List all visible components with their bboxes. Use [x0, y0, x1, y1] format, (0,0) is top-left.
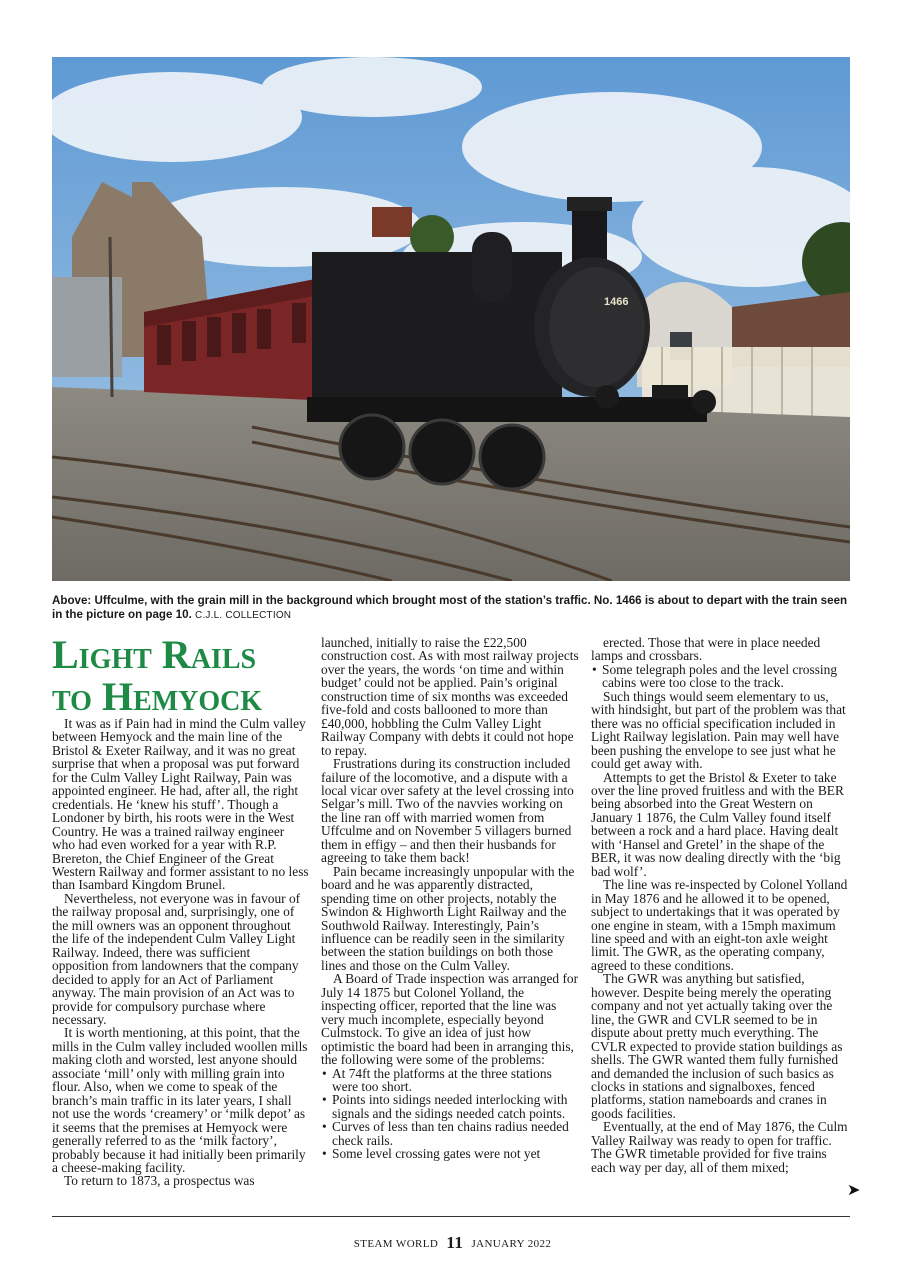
paragraph: erected. Those that were in place needed lamps and crossbars. [591, 635, 821, 664]
page-number: 11 [446, 1233, 464, 1252]
problems-list-continued [591, 663, 851, 690]
paragraph: To return to 1873, a prospectus was [64, 1173, 255, 1189]
text-column-1 [52, 717, 310, 1188]
article-title [52, 634, 312, 718]
text-column-2 [321, 636, 579, 1161]
list-item: • Some telegraph poles and the level crossing cabins were too close to the track. [591, 663, 851, 690]
paragraph: Frustrations during its construction included failure of the locomotive, and a dispute with a local vicar over safety at the level crossing into Selgar’s mill. Two of the navvies working on the line ran off with married women from Uffculme and on November 5 villagers burned them in effigy – and then their husbands for agreeing to take them back! [321, 756, 574, 866]
magazine-name: STEAM WORLD [353, 1238, 439, 1250]
title-line-2: to Hemyock [52, 674, 263, 719]
paragraph: launched, initially to raise the £22,500 construction cost. As with most railway projects over the years, the words ‘on time and within budget’ could not be applied. Pain’s original construction time of six months was exceeded five-fold and costs ballooned to more than £40,000, hobbling the Culm Valley Light Railway Company with debts it could not hope to repay. [321, 635, 579, 758]
caption-text: Above: Uffculme, with the grain mill in the background which brought most of the station’s traffic. No. 1466 is about to depart with the train seen in the picture on page 10. [52, 594, 848, 621]
issue-date: JANUARY 2022 [471, 1238, 552, 1250]
list-item: • Points into sidings needed interlocking with signals and the sidings needed catch points. [321, 1093, 579, 1120]
photo-caption [52, 594, 852, 623]
text-column-3 [591, 636, 851, 1174]
page-footer [0, 1232, 905, 1252]
paragraph: It is worth mentioning, at this point, that the mills in the Culm valley included woollen mills making cloth and worsted, lest anyone should associate ‘mill’ only with milling grain into flour. Also, when we come to speak of the branch’s main traffic in its later years, I shall not use the words ‘creamery’ or ‘milk depot’ as it seems that the premises at Hemyock were generally referred to as the ‘milk factory’, probably because it had initially been primarily a cheese-making facility. [52, 1025, 308, 1175]
paragraph: The line was re-inspected by Colonel Yolland in May 1876 and he allowed it to be opened, subject to undertakings that it was operated by one engine in steam, with a 15mph maximum line speed and with an eight-ton axle weight limit. The GWR, as the operating company, agreed to these conditions. [591, 877, 848, 973]
paragraph: Attempts to get the Bristol & Exeter to take over the line proved fruitless and with the BER being absorbed into the Great Western on January 1 1876, the Culm Valley found itself between a rock and a hard place. Having dealt with ‘Hansel and Gretel’ in the shape of the BER, it was now dealing directly with the ‘big bad wolf’. [591, 769, 844, 879]
continue-arrow-icon: ➤ [847, 1180, 861, 1199]
footer-rule [52, 1216, 850, 1217]
list-item: • Some level crossing gates were not yet [321, 1147, 579, 1160]
paragraph: Nevertheless, not everyone was in favour of the railway proposal and, surprisingly, one of the mill owners was an opponent throughout the life of the independent Culm Valley Light Railway. Indeed, there was sufficient opposition from landowners that the company decided to apply for an Act of Parliament anyway. The main provision of an Act was to provide for compulsory purchase where necessary. [52, 890, 301, 1027]
title-line-1: Light Rails [52, 632, 257, 677]
paragraph: Eventually, at the end of May 1876, the Culm Valley Railway was ready to open for traffic. The GWR timetable provided for five trains each way per day, all of them mixed; [591, 1119, 848, 1175]
locomotive-photo [52, 57, 850, 581]
loco-number-plate: 1466 [604, 296, 629, 308]
paragraph: It was as if Pain had in mind the Culm valley between Hemyock and the main line of the Bristol & Exeter Railway, and it was no great surprise that when a proposal was put forward for the Culm Valley Light Railway, Pain was appointed engineer. He had, after all, the right credentials. He ‘knew his stuff’. Though a Londoner by birth, his roots were in the West Country. He was a trained railway engineer who had even worked for a year with R.P. Brereton, the Chief Engineer of the Great Western Railway and former assistant to no less than Isambard Kingdom Brunel. [52, 716, 309, 893]
paragraph: A Board of Trade inspection was arranged for July 14 1875 but Colonel Yolland, the inspecting officer, reported that the line was very much incomplete, especially beyond Culmstock. To give an idea of just how optimistic the board had been in arranging this, the following were some of the problems: [321, 971, 579, 1068]
list-item: • At 74ft the platforms at the three stations were too short. [321, 1067, 579, 1094]
problems-list [321, 1067, 579, 1161]
photo-credit: C.J.L. COLLECTION [195, 610, 292, 621]
paragraph: Pain became increasingly unpopular with the board and he was apparently distracted, spending time on other projects, notably the Swindon & Highworth Light Railway and the Southwold Railway. Interestingly, Pain’s influence can be readily seen in the similarity between the station buildings on both those lines and those on the Culm Valley. [321, 863, 575, 973]
paragraph: The GWR was anything but satisfied, however. Despite being merely the operating company and not yet actually taking over the line, the GWR and CVLR seemed to be in dispute about pretty much everything. The CVLR expected to provide station buildings as shells. The GWR wanted them fully furnished and demanded the inclusion of such basics as clocks in stations and signalboxes, fenced platforms, station nameboards and cranes in goods facilities. [591, 971, 843, 1121]
paragraph: Such things would seem elementary to us, with hindsight, but part of the problem was that there was no official specification included in Light Railway legislation. Pain may well have been pushing the envelope to see just what he could get away with. [591, 688, 846, 772]
list-item: • Curves of less than ten chains radius needed check rails. [321, 1120, 579, 1147]
